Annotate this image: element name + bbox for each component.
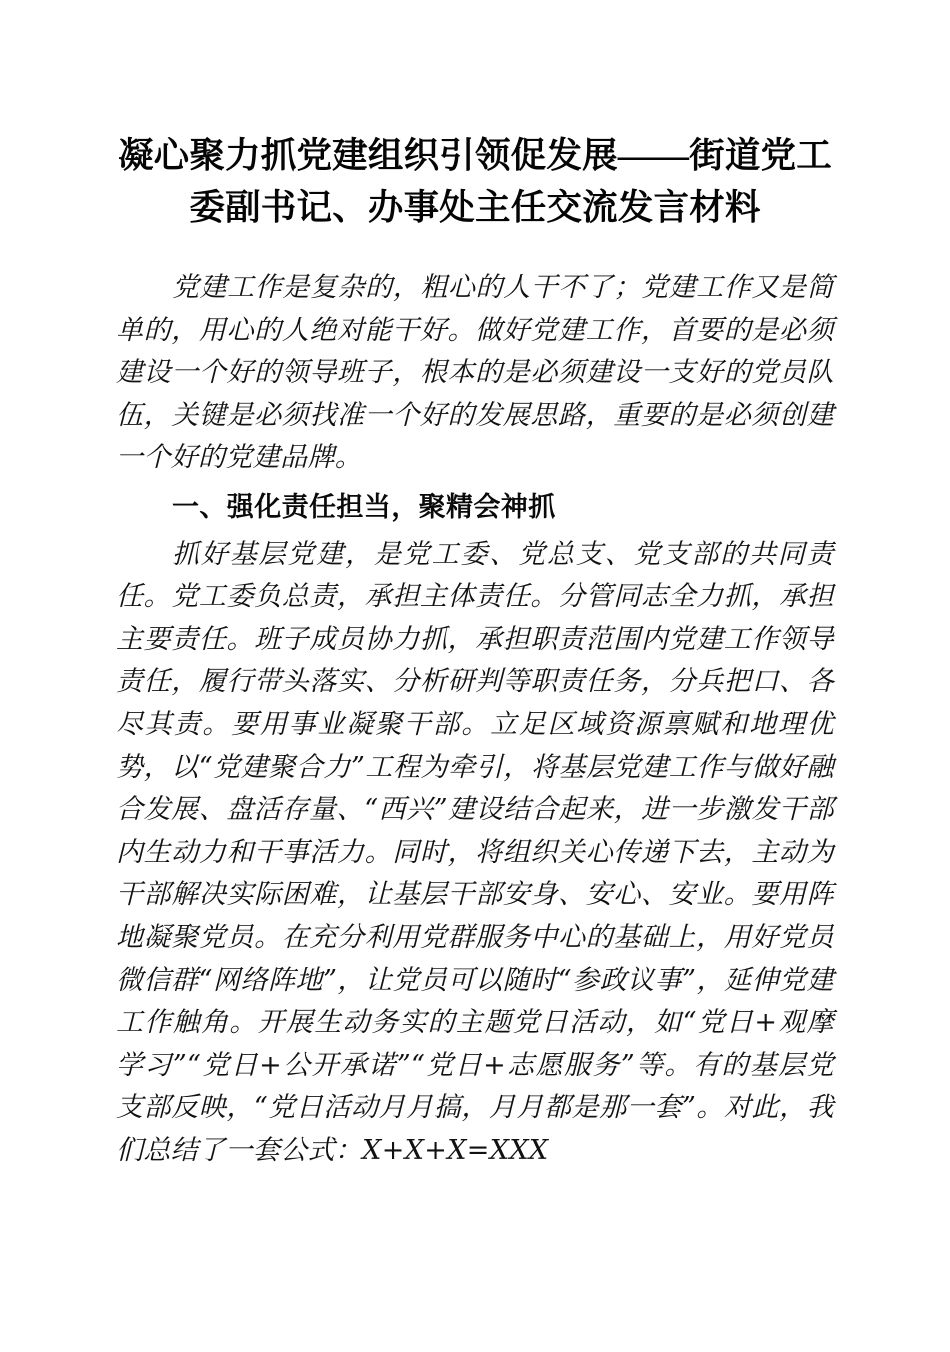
document-content bbox=[116, 0, 834, 1352]
section-heading-one: 一、强化责任担当，聚精会神抓 bbox=[172, 491, 556, 522]
section-one-body-paragraph: 抓好基层党建，是党工委、党总支、党支部的共同责任。党工委负总责，承担主体责任。分管同志全力抓，承担主要责任。班子成员协力抓，承担职责范围内党建工作领导责任，履行带头落实、分析研判等职责任务，分兵把口、各尽其责。要用事业凝聚干部。立足区域资源禀赋和地理优势，以“党建聚合力”工程为牵引，将基层党建工作与做好融合发展、盘活存量、“西兴”建设结合起来，进一步激发干部内生动力和干事活力。同时，将组织关心传递下去，主动为干部解决实际困难，让基层干部安身、安心、安业。要用阵地凝聚党员。在充分利用党群服务中心的基础上，用好党员微信群“网络阵地”，让党员可以随时“参政议事”，延伸党建工作触角。开展生动务实的主题党日活动，如“党日+观摩学习”“党日+公开承诺”“党日+志愿服务”等。有的基层党支部反映，“党日活动月月搞，月月都是那一套”。对此，我们总结了一套公式：X+X+X=XXX bbox=[116, 538, 834, 1166]
spacer-after-title bbox=[116, 233, 834, 267]
page-title: 凝心聚力抓党建组织引领促发展——街道党工委副书记、办事处主任交流发言材料 bbox=[117, 135, 832, 227]
intro-paragraph: 党建工作是复杂的，粗心的人干不了；党建工作又是简单的，用心的人绝对能干好。做好党建工作，首要的是必须建设一个好的领导班子，根本的是必须建设一支好的党员队伍，关键是必须找准一个好的发展思路，重要的是必须创建一个好的党建品牌。 bbox=[116, 272, 834, 474]
page-bottom-whitespace bbox=[116, 1172, 834, 1352]
